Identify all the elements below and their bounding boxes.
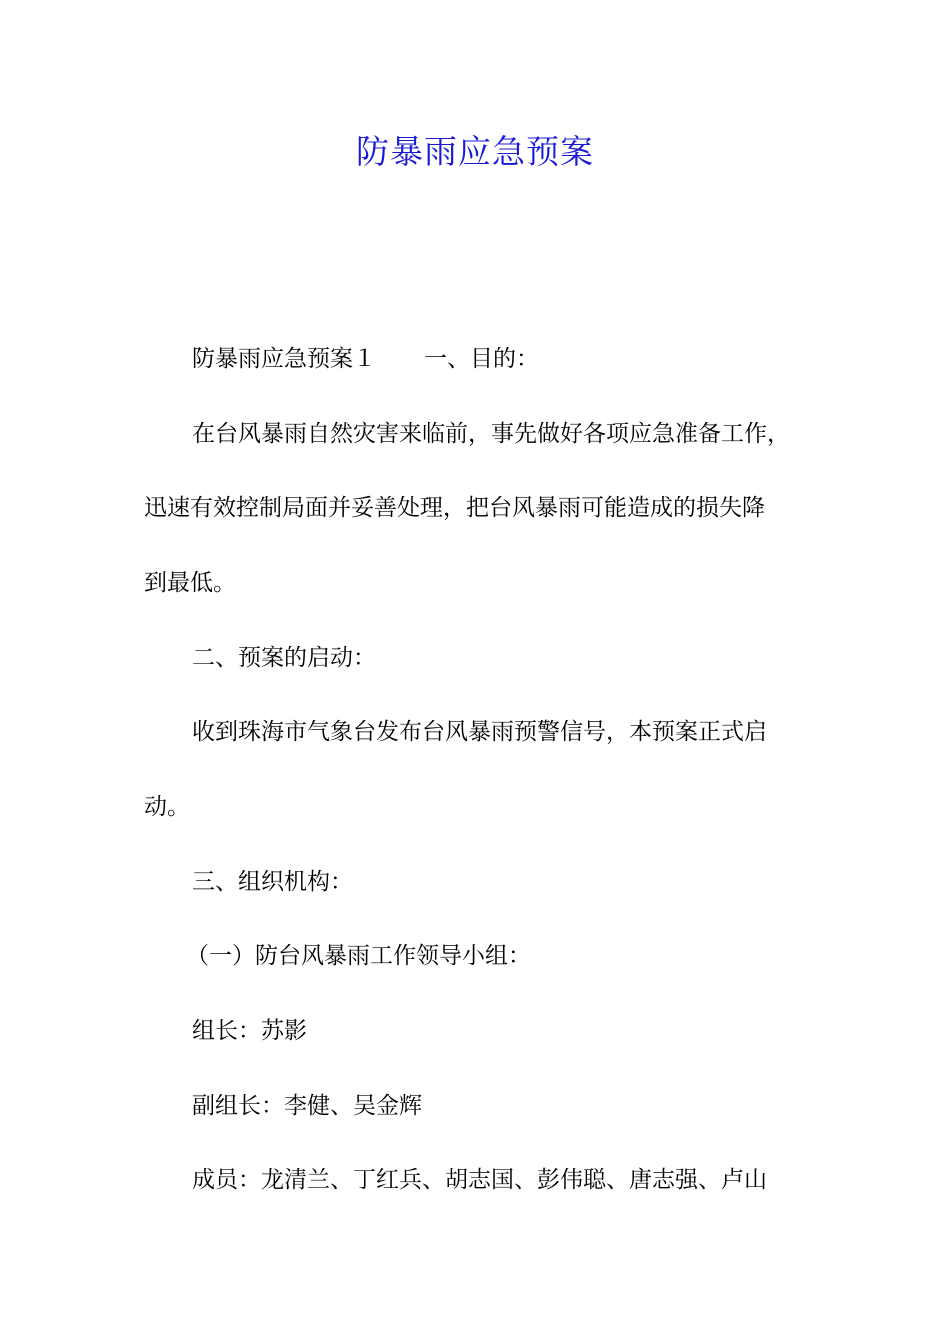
paragraph-line: 动。 — [144, 794, 190, 820]
paragraph-line: 收到珠海市气象台发布台风暴雨预警信号，本预案正式启 — [192, 719, 767, 745]
document-title: 防暴雨应急预案 — [356, 132, 594, 171]
team-deputy-leaders: 副组长：李健、吴金辉 — [192, 1093, 422, 1119]
section-heading-purpose: 一、目的： — [424, 346, 539, 372]
section-heading-activation: 二、预案的启动： — [192, 645, 376, 671]
subsection-heading: （一）防台风暴雨工作领导小组： — [186, 943, 531, 969]
plan-label: 防暴雨应急预案１ — [192, 346, 376, 372]
heading-line — [192, 341, 882, 377]
section-heading-organization: 三、组织机构： — [192, 869, 353, 895]
team-members: 成员：龙清兰、丁红兵、胡志国、彭伟聪、唐志强、卢山 — [192, 1167, 767, 1193]
paragraph-line: 在台风暴雨自然灾害来临前，事先做好各项应急准备工作， — [192, 421, 790, 447]
paragraph-line: 迅速有效控制局面并妥善处理，把台风暴雨可能造成的损失降 — [144, 495, 765, 521]
team-leader: 组长：苏影 — [192, 1018, 307, 1044]
paragraph-line: 到最低。 — [144, 570, 236, 596]
